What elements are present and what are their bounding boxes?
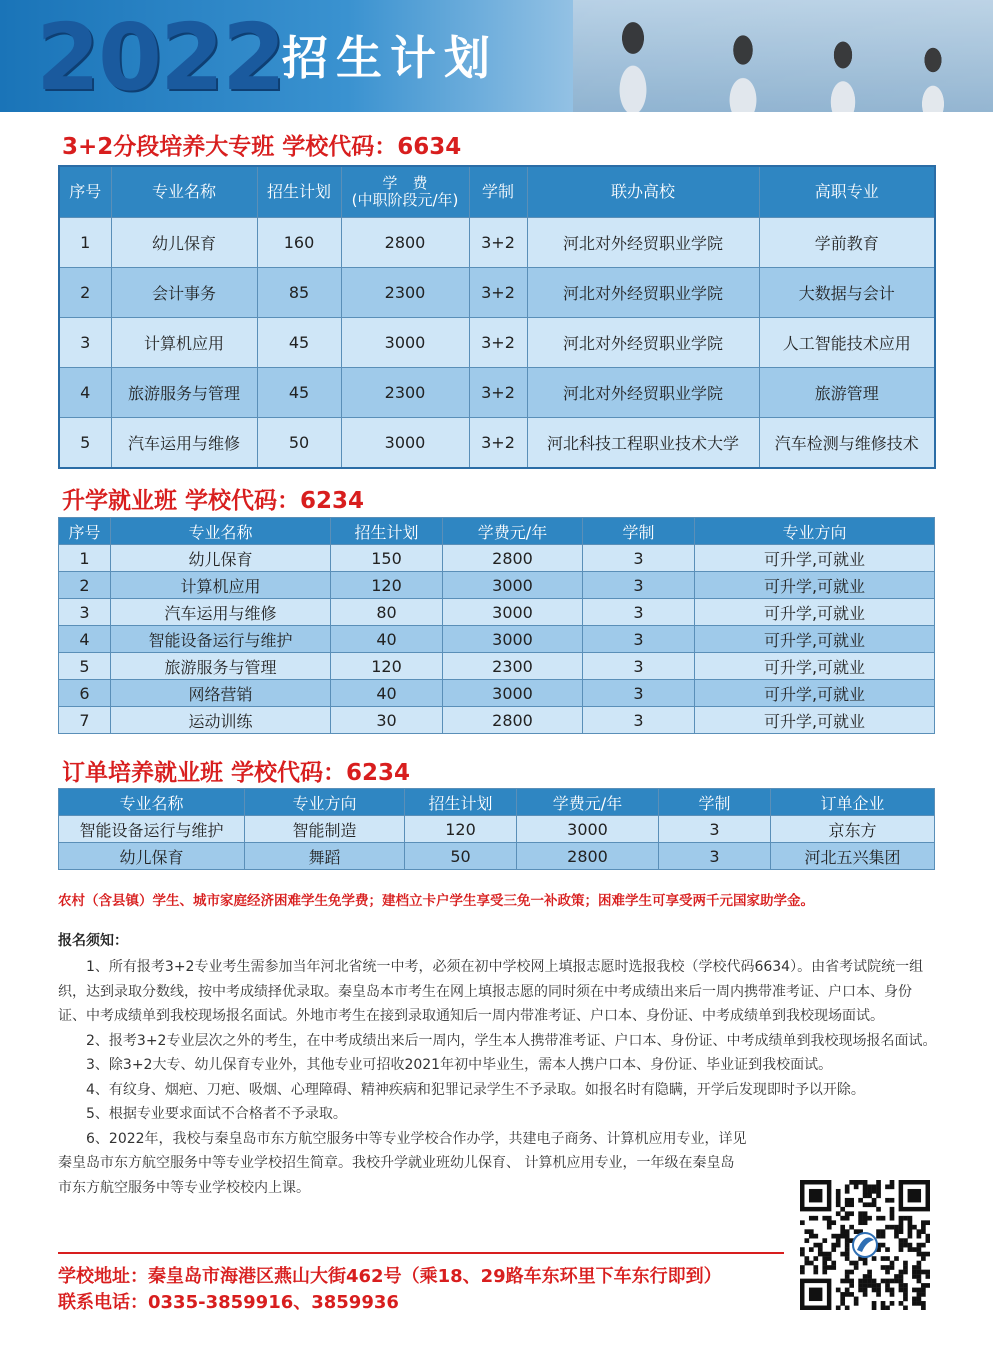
table-cell: 85: [257, 268, 341, 318]
table-cell: 可升学,可就业: [695, 572, 935, 599]
students-photo: [573, 0, 993, 112]
column-header: 订单企业: [771, 789, 935, 816]
table-cell: 4: [59, 626, 111, 653]
table-cell: 大数据与会计: [759, 268, 935, 318]
table-row: [59, 368, 935, 418]
notice-item: 4、有纹身、烟疤、刀疤、吸烟、心理障碍、精神疾病和犯罪记录学生不予录取。如报名时有隐瞒，开学后发现即时予以开除。: [86, 1081, 865, 1098]
table-cell: 会计事务: [111, 268, 257, 318]
qr-code: [800, 1180, 930, 1310]
table-cell: 可升学,可就业: [695, 707, 935, 734]
table-row: [59, 626, 935, 653]
table-cell: 旅游服务与管理: [111, 368, 257, 418]
table-row: [59, 318, 935, 368]
table-cell: 舞蹈: [245, 843, 405, 870]
table-cell: 3: [583, 653, 695, 680]
table-row: [59, 653, 935, 680]
header-banner: [0, 0, 993, 112]
table-cell: 2300: [443, 653, 583, 680]
column-header: 高职专业: [759, 166, 935, 218]
table-cell: 3000: [517, 816, 659, 843]
table-cell: 45: [257, 318, 341, 368]
table-cell: 5: [59, 653, 111, 680]
section3-title: 订单培养就业班 学校代码：6234: [62, 760, 411, 786]
section2-table: [58, 517, 935, 734]
column-header: 专业名称: [111, 518, 331, 545]
section2-title: 升学就业班 学校代码：6234: [62, 488, 365, 514]
column-header: [341, 166, 469, 218]
table-cell: 80: [331, 599, 443, 626]
table-cell: 2300: [341, 368, 469, 418]
table-cell: 3000: [443, 599, 583, 626]
table-cell: 2800: [443, 707, 583, 734]
table-row: [59, 545, 935, 572]
table-cell: 3: [583, 572, 695, 599]
table-cell: 3: [59, 599, 111, 626]
table-cell: 2300: [341, 268, 469, 318]
table-cell: 7: [59, 707, 111, 734]
table-cell: 可升学,可就业: [695, 599, 935, 626]
table-cell: 京东方: [771, 816, 935, 843]
table-cell: 3+2: [469, 318, 527, 368]
table-cell: 45: [257, 368, 341, 418]
table-cell: 河北对外经贸职业学院: [527, 268, 759, 318]
notice-item: 3、除3+2大专、幼儿保育专业外，其他专业可招收2021年初中毕业生，需本人携户口本、身份证、毕业证到我校面试。: [86, 1057, 833, 1073]
column-header: 序号: [59, 166, 111, 218]
table-cell: 可升学,可就业: [695, 680, 935, 707]
column-header: 专业名称: [111, 166, 257, 218]
table-cell: 旅游服务与管理: [111, 653, 331, 680]
table-cell: 3: [583, 626, 695, 653]
section1-table: [58, 165, 936, 469]
table-cell: 6: [59, 680, 111, 707]
notice-item: 6、2022年，我校与秦皇岛市东方航空服务中等专业学校合作办学，共建电子商务、计算机应用专业，详见秦皇岛市东方航空服务中等专业学校招生简章。我校升学就业班幼儿保育、 计算机应用专业，一年级在秦皇岛市东方航空服务中等专业学校校内上课。: [58, 1130, 747, 1196]
column-header: 学制: [659, 789, 771, 816]
table-cell: 2800: [443, 545, 583, 572]
column-header: 招生计划: [331, 518, 443, 545]
table-cell: 30: [331, 707, 443, 734]
table-cell: 2800: [517, 843, 659, 870]
table-cell: 120: [331, 572, 443, 599]
table-cell: 人工智能技术应用: [759, 318, 935, 368]
column-header: 学制: [469, 166, 527, 218]
table-cell: 河北对外经贸职业学院: [527, 218, 759, 268]
table-cell: 3000: [443, 572, 583, 599]
column-header: 序号: [59, 518, 111, 545]
table-cell: 3+2: [469, 368, 527, 418]
column-header-line: (中职阶段元/年): [351, 191, 459, 209]
table-row: [59, 599, 935, 626]
table-cell: 智能设备运行与维护: [111, 626, 331, 653]
table-cell: 汽车检测与维修技术: [759, 418, 935, 469]
table-cell: 可升学,可就业: [695, 545, 935, 572]
table-cell: 2: [59, 268, 111, 318]
table-cell: 3000: [443, 626, 583, 653]
table-row: [59, 816, 935, 843]
notice-body: [58, 955, 938, 1200]
table-cell: 3000: [341, 418, 469, 469]
table-cell: 计算机应用: [111, 572, 331, 599]
notice-title: 报名须知：: [58, 933, 128, 949]
table-cell: 3: [59, 318, 111, 368]
section1-title: 3+2分段培养大专班 学校代码：6634: [62, 134, 462, 160]
table-header-row: [59, 518, 935, 545]
table-cell: 1: [59, 545, 111, 572]
table-cell: 3+2: [469, 218, 527, 268]
column-header: 招生计划: [257, 166, 341, 218]
notice-item: 1、所有报考3+2专业考生需参加当年河北省统一中考，必须在初中学校网上填报志愿时选报我校（学校代码6634）。由省考试院统一组织，达到录取分数线，按中考成绩择优录取。秦皇岛本市考生在网上填报志愿的同时须在中考成绩出来后一周内携带准考证、户口本、身份证、中考成绩单到我校现场报名面试。外地市考生在接到录取通知后一周内带准考证、户口本、身份证、中考成绩单到我校现场面试。: [58, 959, 924, 1024]
table-row: [59, 572, 935, 599]
qr-code-graphic: [800, 1180, 930, 1310]
table-cell: 40: [331, 626, 443, 653]
table-cell: 智能制造: [245, 816, 405, 843]
column-header: 学费元/年: [443, 518, 583, 545]
column-header: 学费元/年: [517, 789, 659, 816]
table-cell: 120: [405, 816, 517, 843]
table-cell: 3000: [443, 680, 583, 707]
table-cell: 5: [59, 418, 111, 469]
table-cell: 3: [659, 843, 771, 870]
column-header: 招生计划: [405, 789, 517, 816]
table-cell: 2800: [341, 218, 469, 268]
table-cell: 160: [257, 218, 341, 268]
column-header: 学制: [583, 518, 695, 545]
column-header: 专业方向: [245, 789, 405, 816]
notice-item: 5、根据专业要求面试不合格者不予录取。: [86, 1106, 347, 1122]
notice-item: 2、报考3+2专业层次之外的考生，在中考成绩出来后一周内，学生本人携带准考证、户口本、身份证、中考成绩单到我校现场报名面试。: [86, 1032, 937, 1049]
table-cell: 1: [59, 218, 111, 268]
table-cell: 可升学,可就业: [695, 626, 935, 653]
table-cell: 4: [59, 368, 111, 418]
page-title: 招生计划: [282, 31, 498, 85]
table-cell: 3: [583, 707, 695, 734]
table-cell: 运动训练: [111, 707, 331, 734]
table-cell: 150: [331, 545, 443, 572]
table-cell: 幼儿保育: [111, 218, 257, 268]
table-cell: 幼儿保育: [111, 545, 331, 572]
table-header-row: [59, 789, 935, 816]
table-row: [59, 218, 935, 268]
year-title: 2022: [36, 4, 285, 111]
table-cell: 学前教育: [759, 218, 935, 268]
section3-table: [58, 788, 935, 870]
table-cell: 120: [331, 653, 443, 680]
school-address: 学校地址：秦皇岛市海港区燕山大街462号（乘18、29路车东环里下车东行即到）: [58, 1266, 722, 1287]
table-cell: 汽车运用与维修: [111, 599, 331, 626]
column-header-line: 学 费: [382, 174, 428, 192]
table-cell: 3: [583, 545, 695, 572]
table-cell: 计算机应用: [111, 318, 257, 368]
footer-divider: [58, 1252, 784, 1254]
table-cell: 智能设备运行与维护: [59, 816, 245, 843]
table-row: [59, 843, 935, 870]
table-header-row: [59, 166, 935, 218]
table-cell: 3000: [341, 318, 469, 368]
policy-note: 农村（含县镇）学生、城市家庭经济困难学生免学费；建档立卡户学生享受三免一补政策；困难学生可享受两千元国家助学金。: [58, 893, 814, 909]
table-cell: 50: [405, 843, 517, 870]
table-cell: 2: [59, 572, 111, 599]
table-cell: 旅游管理: [759, 368, 935, 418]
table-cell: 河北对外经贸职业学院: [527, 318, 759, 368]
table-cell: 3+2: [469, 268, 527, 318]
table-cell: 50: [257, 418, 341, 469]
table-cell: 3: [659, 816, 771, 843]
table-cell: 汽车运用与维修: [111, 418, 257, 469]
table-cell: 3: [583, 599, 695, 626]
table-cell: 40: [331, 680, 443, 707]
contact-phone: 联系电话：0335-3859916、3859936: [58, 1292, 399, 1313]
table-row: [59, 268, 935, 318]
table-cell: 可升学,可就业: [695, 653, 935, 680]
table-cell: 幼儿保育: [59, 843, 245, 870]
table-cell: 3+2: [469, 418, 527, 469]
column-header: 联办高校: [527, 166, 759, 218]
table-row: [59, 418, 935, 469]
table-cell: 河北科技工程职业技术大学: [527, 418, 759, 469]
column-header: 专业方向: [695, 518, 935, 545]
table-cell: 网络营销: [111, 680, 331, 707]
column-header: 专业名称: [59, 789, 245, 816]
table-cell: 河北五兴集团: [771, 843, 935, 870]
table-row: [59, 680, 935, 707]
table-cell: 3: [583, 680, 695, 707]
table-row: [59, 707, 935, 734]
table-cell: 河北对外经贸职业学院: [527, 368, 759, 418]
